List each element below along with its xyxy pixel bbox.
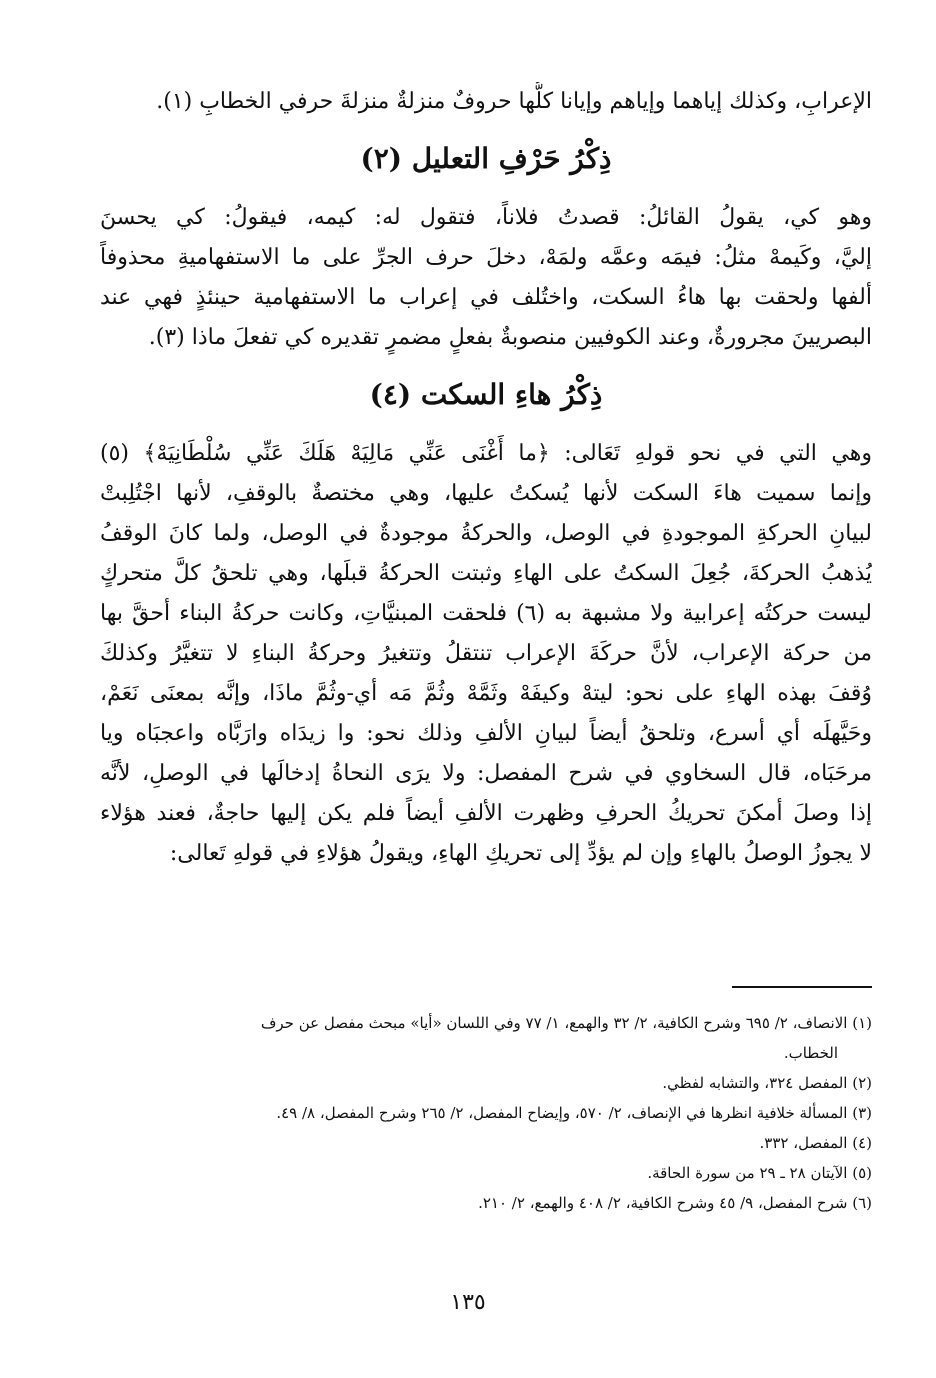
footnote-5: (٥) الآيتان ٢٨ ـ ٢٩ من سورة الحاقة. (647, 1164, 872, 1182)
body-line: مرحَبَاه، قال السخاوي في شرح المفصل: ولا يرَى النحاةُ إدخالَها في الوصلِ، لأنَّه (100, 761, 872, 786)
paragraph-hae-saKt (100, 434, 872, 874)
footnote-1: (١) الانصاف، ٢/ ٦٩٥ وشرح الكافية، ٢/ ٣٢ والهمع، ١/ ٧٧ وفي اللسان «أيا» مبحث مفصل عن حرف (260, 1014, 872, 1032)
footnote-separator (732, 986, 872, 988)
page-body (100, 82, 872, 874)
body-line: وإنما سميت هاءَ السكت لأنها يُسكتُ عليها، وهي مختصةٌ بالوقفِ، لأنها اجْتُلِبتْ (100, 481, 872, 506)
body-line: لبيانِ الحركةِ الموجودةِ في الوصل، والحركةُ موجودةٌ في الوصل، ولما كانَ الوقفُ (100, 521, 872, 546)
body-line: وحَيَّهلَه أي أسرع، وتلحقُ أيضاً لبيانِ الألفِ وذلك نحو: وا زيدَاه وارَبَّاه واعجبَاه ويا (100, 721, 872, 746)
body-line: البصريينَ مجرورةٌ، وعند الكوفيين منصوبةٌ بفعلٍ مضمرٍ تقديره كي تفعلَ ماذا (٣). (148, 325, 872, 350)
body-line: وُقفَ بهذه الهاءِ على نحو: ليتهْ وكيفَهْ وثَمَّهْ وثُمَّ مَه أي-وثُمَّ ماذَا، وإنَّه بمعنَى نَعَمْ، (100, 681, 872, 706)
footnote-3: (٣) المسألة خلافية انظرها في الإنصاف، ٢/ ٥٧٠، وإيضاح المفصل، ٢/ ٢٦٥ وشرح المفصل، ٨/ ٤٩. (276, 1104, 872, 1122)
section-heading-saKt: ذِكْرُ هاءِ السكت (٤) (369, 378, 603, 411)
page-number: ١٣٥ (450, 1290, 486, 1315)
body-line: الإعرابِ، وكذلك إياهما وإياهم وإيانا كلُّها حروفٌ منزلةٌ منزلةَ حرفي الخطابِ (١). (156, 89, 872, 114)
footnote-1-continuation: الخطاب. (783, 1044, 838, 1062)
paragraph-taalil (100, 198, 872, 358)
section-heading-taalil: ذِكْرُ حَرْفِ التعليل (٢) (360, 142, 612, 175)
body-line: يُذهبُ الحركةَ، جُعِلَ السكتُ على الهاءِ وثبتت الحركةُ قبلَها، وهي تلحقُ كلَّ متحركٍ (100, 561, 872, 586)
body-line: إليَّ، وكَيمهْ مثلُ: فيمَه وعمَّه ولمَهْ، دخلَ حرف الجرِّ على ما الاستفهاميةِ محذوفاً (100, 245, 872, 270)
footnote-2: (٢) المفصل ٣٢٤، والتشابه لفظي. (662, 1074, 872, 1092)
body-line: لا يجوزُ الوصلُ بالهاءِ وإن لم يؤدِّ إلى تحريكِ الهاءِ، ويقولُ هؤلاءِ في قولهِ تَعالى: (169, 841, 872, 866)
body-line: من حركة الإعراب، لأنَّ حركَةَ الإعراب تنتقلُ وتتغيرُ وحركةُ البناءِ لا تتغيَّرُ وكذلكَ (100, 641, 872, 666)
body-line: ليست حركتُه إعرابية ولا مشبهة به (٦) فلحقت المبنيَّاتِ، وكانت حركةُ البناء أحقَّ بها (100, 601, 872, 626)
body-line: ألفها ولحقت بها هاءُ السكت، واختُلف في إعراب ما الاستفهامية حينئذٍ فهي عند (100, 285, 872, 310)
body-line: وهي التي في نحو قولهِ تَعَالى: ﴿ما أَغْنَى عَنِّي مَالِيَهْ هَلَكَ عَنِّي سُلْطَانِيَهْ﴾ (٥) (100, 441, 872, 466)
footnotes (100, 1008, 872, 1218)
footnote-4: (٤) المفصل، ٣٣٢. (759, 1134, 872, 1152)
body-line: إذا وصلَ أمكنَ تحريكُ الحرفِ وظهرت الألفِ أيضاً فلم يكن إليها حاجةٌ، فعند هؤلاء (100, 801, 872, 826)
body-line: وهو كي، يقولُ القائلُ: قصدتُ فلاناً، فتقول له: كيمه، فيقولُ: كي يحسنَ (100, 205, 872, 230)
footnote-6: (٦) شرح المفصل، ٩/ ٤٥ وشرح الكافية، ٢/ ٤٠٨ والهمع، ٢/ ٢١٠. (478, 1194, 872, 1212)
